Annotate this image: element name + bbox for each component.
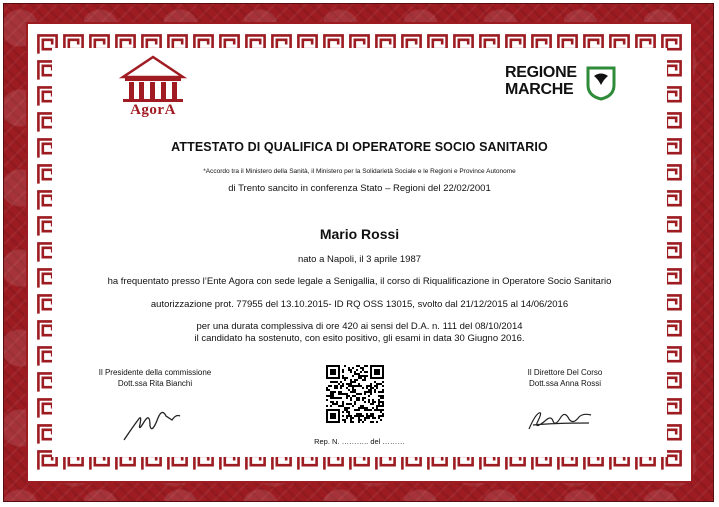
certificate-title: ATTESTATO DI QUALIFICA DI OPERATORE SOCIO SANITARIO bbox=[171, 140, 548, 154]
right-signatory-role: Il Direttore Del Corso bbox=[527, 368, 603, 377]
exam-line: il candidato ha sostenuto, con esito positivo, gli esami in data 30 Giugno 2016. bbox=[194, 333, 525, 344]
course-line: ha frequentato presso l’Ente Agora con sede legale a Senigallia, il corso di Riqualificazione in Operatore Socio Sanitario bbox=[107, 276, 612, 287]
agora-logo-text: AgorA bbox=[130, 102, 176, 118]
duration-line: per una durata complessiva di ore 420 ai sensi del D.A. n. 111 del 08/10/2014 bbox=[196, 321, 523, 332]
trento-note: di Trento sancito in conferenza Stato – Regioni del 22/02/2001 bbox=[228, 183, 491, 194]
left-signatory-name: Dott.ssa Rita Bianchi bbox=[117, 379, 193, 388]
signature-block-left bbox=[80, 367, 230, 389]
birth-line: nato a Napoli, il 3 aprile 1987 bbox=[297, 254, 422, 265]
left-signatory-role: Il Presidente della commissione bbox=[98, 368, 212, 377]
right-signatory-name: Dott.ssa Anna Rossi bbox=[528, 379, 602, 388]
regione-marche-logo bbox=[505, 64, 621, 104]
qr-code-icon bbox=[326, 365, 384, 423]
signature-right-scribble bbox=[525, 405, 595, 433]
accordo-note: *Accordo tra il Ministero della Sanità, il Ministero per la Solidarietà Sociale e le Regioni e Province Autonome bbox=[203, 168, 516, 175]
signature-block-right bbox=[490, 367, 640, 389]
regione-line1: REGIONE bbox=[505, 64, 577, 81]
repertorio-line: Rep. N. ……….. del ……… bbox=[314, 437, 405, 446]
recipient-name: Mario Rossi bbox=[319, 226, 400, 242]
regione-line2: MARCHE bbox=[505, 81, 574, 98]
authorization-line: autorizzazione prot. 77955 del 13.10.2015- ID RQ OSS 13015, svolto dal 21/12/2015 al 14/06/2016 bbox=[150, 299, 569, 310]
regione-marche-emblem-icon bbox=[585, 65, 617, 101]
